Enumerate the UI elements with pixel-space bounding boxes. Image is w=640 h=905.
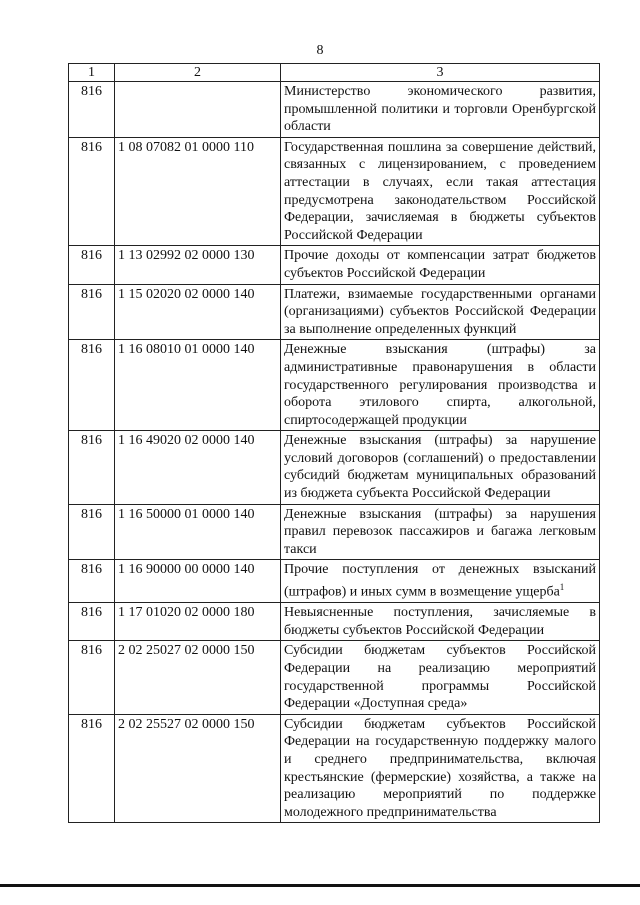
table-row — [69, 504, 600, 560]
revenue-code-cell: 2 02 25527 02 0000 150 — [115, 714, 281, 823]
description-text: Денежные взыскания (штрафы) за нарушение условий договоров (соглашений) о предоставлении субсидий бюджетам муниципальных образований из бюджета субъекта Российской Федерации — [284, 433, 596, 502]
admin-code-cell: 816 — [69, 137, 115, 246]
page-number: 8 — [316, 43, 324, 58]
admin-code-cell: 816 — [69, 340, 115, 431]
revenue-code-cell: 1 17 01020 02 0000 180 — [115, 603, 281, 641]
column-header: 3 — [281, 64, 600, 82]
footnote-marker: 1 — [559, 582, 565, 593]
table-row — [69, 714, 600, 823]
revenue-code-cell: 1 13 02992 02 0000 130 — [115, 246, 281, 284]
revenue-code-cell: 1 16 90000 00 0000 140 — [115, 560, 281, 603]
revenue-code-cell: 1 16 50000 01 0000 140 — [115, 504, 281, 560]
description-cell — [281, 714, 600, 823]
description-text: Денежные взыскания (штрафы) за нарушения правил перевозок пассажиров и багажа легковым такси — [284, 506, 596, 557]
description-cell — [281, 82, 600, 138]
header-row — [69, 64, 600, 82]
revenue-code-cell: 2 02 25027 02 0000 150 — [115, 641, 281, 714]
column-header: 1 — [69, 64, 115, 82]
description-cell — [281, 137, 600, 246]
table-row — [69, 603, 600, 641]
description-cell — [281, 340, 600, 431]
revenue-code-cell: 1 15 02020 02 0000 140 — [115, 284, 281, 340]
description-cell — [281, 560, 600, 603]
scan-border — [0, 884, 640, 887]
revenue-code-cell — [115, 82, 281, 138]
description-text: Прочие поступления от денежных взысканий (штрафов) и иных сумм в возмещение ущерба — [284, 562, 596, 600]
admin-code-cell: 816 — [69, 504, 115, 560]
description-text: Невыясненные поступления, зачисляемые в бюджеты субъектов Российской Федерации — [284, 605, 596, 638]
revenue-code-cell: 1 08 07082 01 0000 110 — [115, 137, 281, 246]
description-cell — [281, 284, 600, 340]
table-row — [69, 641, 600, 714]
description-text: Платежи, взимаемые государственными органами (организациями) субъектов Российской Федерации за выполнение определенных функций — [284, 286, 596, 337]
description-cell — [281, 641, 600, 714]
table-row — [69, 560, 600, 603]
column-header: 2 — [115, 64, 281, 82]
revenue-codes-table — [68, 63, 600, 823]
table-body — [69, 82, 600, 823]
description-text: Государственная пошлина за совершение действий, связанных с лицензированием, с проведением аттестации в случаях, если такая аттестация предусмотрена законодательством Российской Федерации, зачисляемая в бюджеты субъектов Российской Федерации — [284, 139, 596, 243]
revenue-code-cell: 1 16 49020 02 0000 140 — [115, 431, 281, 504]
description-cell — [281, 504, 600, 560]
revenue-code-cell: 1 16 08010 01 0000 140 — [115, 340, 281, 431]
admin-code-cell: 816 — [69, 714, 115, 823]
admin-code-cell: 816 — [69, 246, 115, 284]
description-text: Прочие доходы от компенсации затрат бюджетов субъектов Российской Федерации — [284, 248, 596, 281]
admin-code-cell: 816 — [69, 284, 115, 340]
description-cell — [281, 603, 600, 641]
table-row — [69, 246, 600, 284]
admin-code-cell: 816 — [69, 603, 115, 641]
admin-code-cell: 816 — [69, 560, 115, 603]
description-cell — [281, 431, 600, 504]
description-cell — [281, 246, 600, 284]
description-text: Денежные взыскания (штрафы) за административные правонарушения в области государственного регулирования производства и оборота этилового спирта, алкогольной, спиртосодержащей продукции — [284, 342, 596, 428]
admin-code-cell: 816 — [69, 82, 115, 138]
table-row — [69, 82, 600, 138]
table-row — [69, 431, 600, 504]
table-row — [69, 137, 600, 246]
table-row — [69, 340, 600, 431]
description-text: Субсидии бюджетам субъектов Российской Федерации на государственную поддержку малого и среднего предпринимательства, включая крестьянские (фермерские) хозяйства, а также на реализацию мероприятий по поддержке молодежного предпринимательства — [284, 716, 596, 820]
admin-code-cell: 816 — [69, 641, 115, 714]
description-text: Министерство экономического развития, промышленной политики и торговли Оренбургской области — [284, 84, 596, 135]
admin-code-cell: 816 — [69, 431, 115, 504]
description-text: Субсидии бюджетам субъектов Российской Федерации на реализацию мероприятий государственной программы Российской Федерации «Доступная среда» — [284, 643, 596, 712]
table-row — [69, 284, 600, 340]
